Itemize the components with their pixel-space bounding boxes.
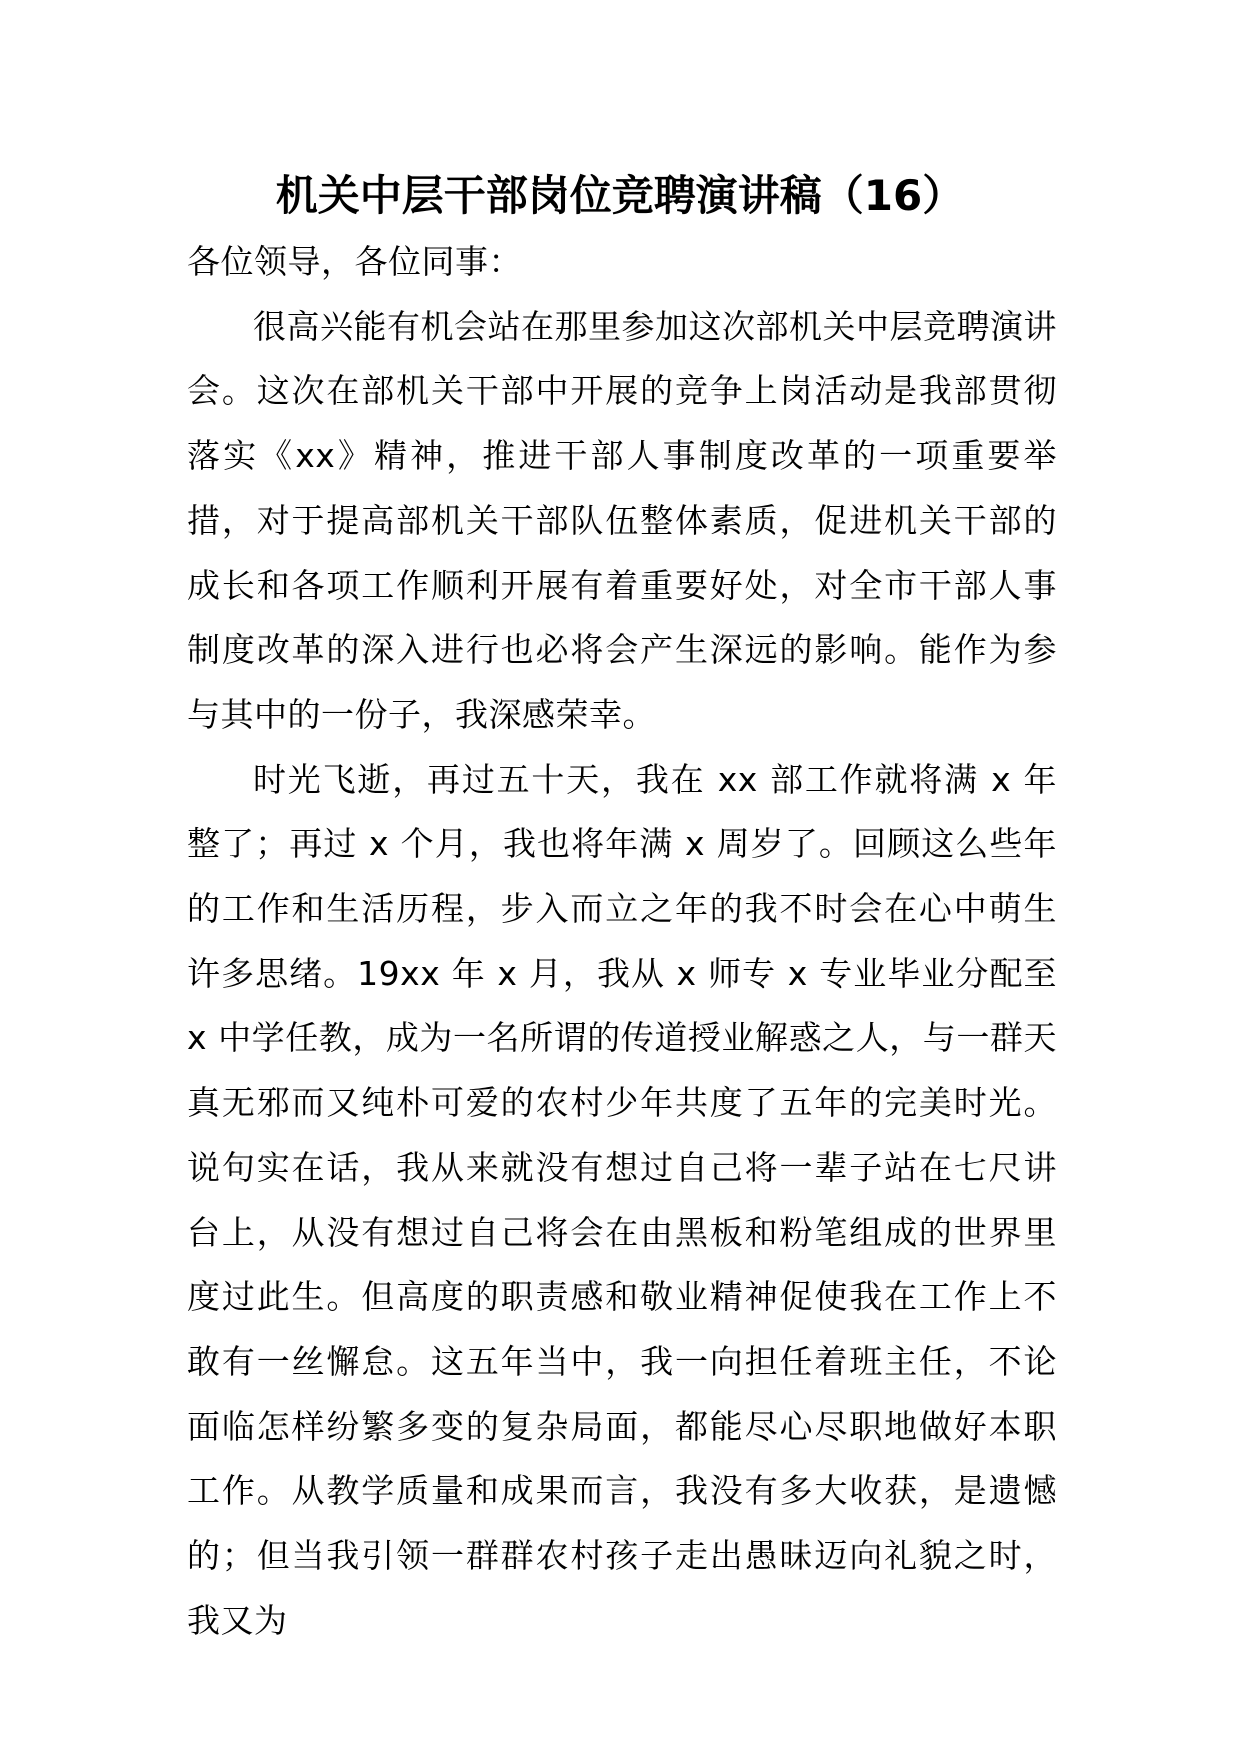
salutation: 各位领导，各位同事： xyxy=(187,242,522,281)
document-body xyxy=(187,230,1057,1653)
document-title: 机关中层干部岗位竞聘演讲稿（16） xyxy=(275,171,965,220)
paragraph-1: 很高兴能有机会站在那里参加这次部机关中层竞聘演讲会。这次在部机关干部中开展的竞争上岗活动是我部贯彻落实《xx》精神，推进干部人事制度改革的一项重要举措，对于提高部机关干部队伍整体素质，促进机关干部的成长和各项工作顺利开展有着重要好处，对全市干部人事制度改革的深入进行也必将会产生深远的影响。能作为参与其中的一份子，我深感荣幸。 xyxy=(187,306,1057,734)
paragraph-2: 时光飞逝，再过五十天，我在 xx 部工作就将满 x 年整了；再过 x 个月，我也将年满 x 周岁了。回顾这么些年的工作和生活历程，步入而立之年的我不时会在心中萌生许多思绪。19xx 年 x 月，我从 x 师专 x 专业毕业分配至 x 中学任教，成为一名所谓的传道授业解惑之人，与一群天真无邪而又纯朴可爱的农村少年共度了五年的完美时光。说句实在话，我从来就没有想过自己将一辈子站在七尺讲台上，从没有想过自己将会在由黑板和粉笔组成的世界里度过此生。但高度的职责感和敬业精神促使我在工作上不敢有一丝懈怠。这五年当中，我一向担任着班主任，不论面临怎样纷繁多变的复杂局面，都能尽心尽职地做好本职工作。从教学质量和成果而言，我没有多大收获，是遗憾的；但当我引领一群群农村孩子走出愚昧迈向礼貌之时，我又为 xyxy=(187,759,1057,1640)
